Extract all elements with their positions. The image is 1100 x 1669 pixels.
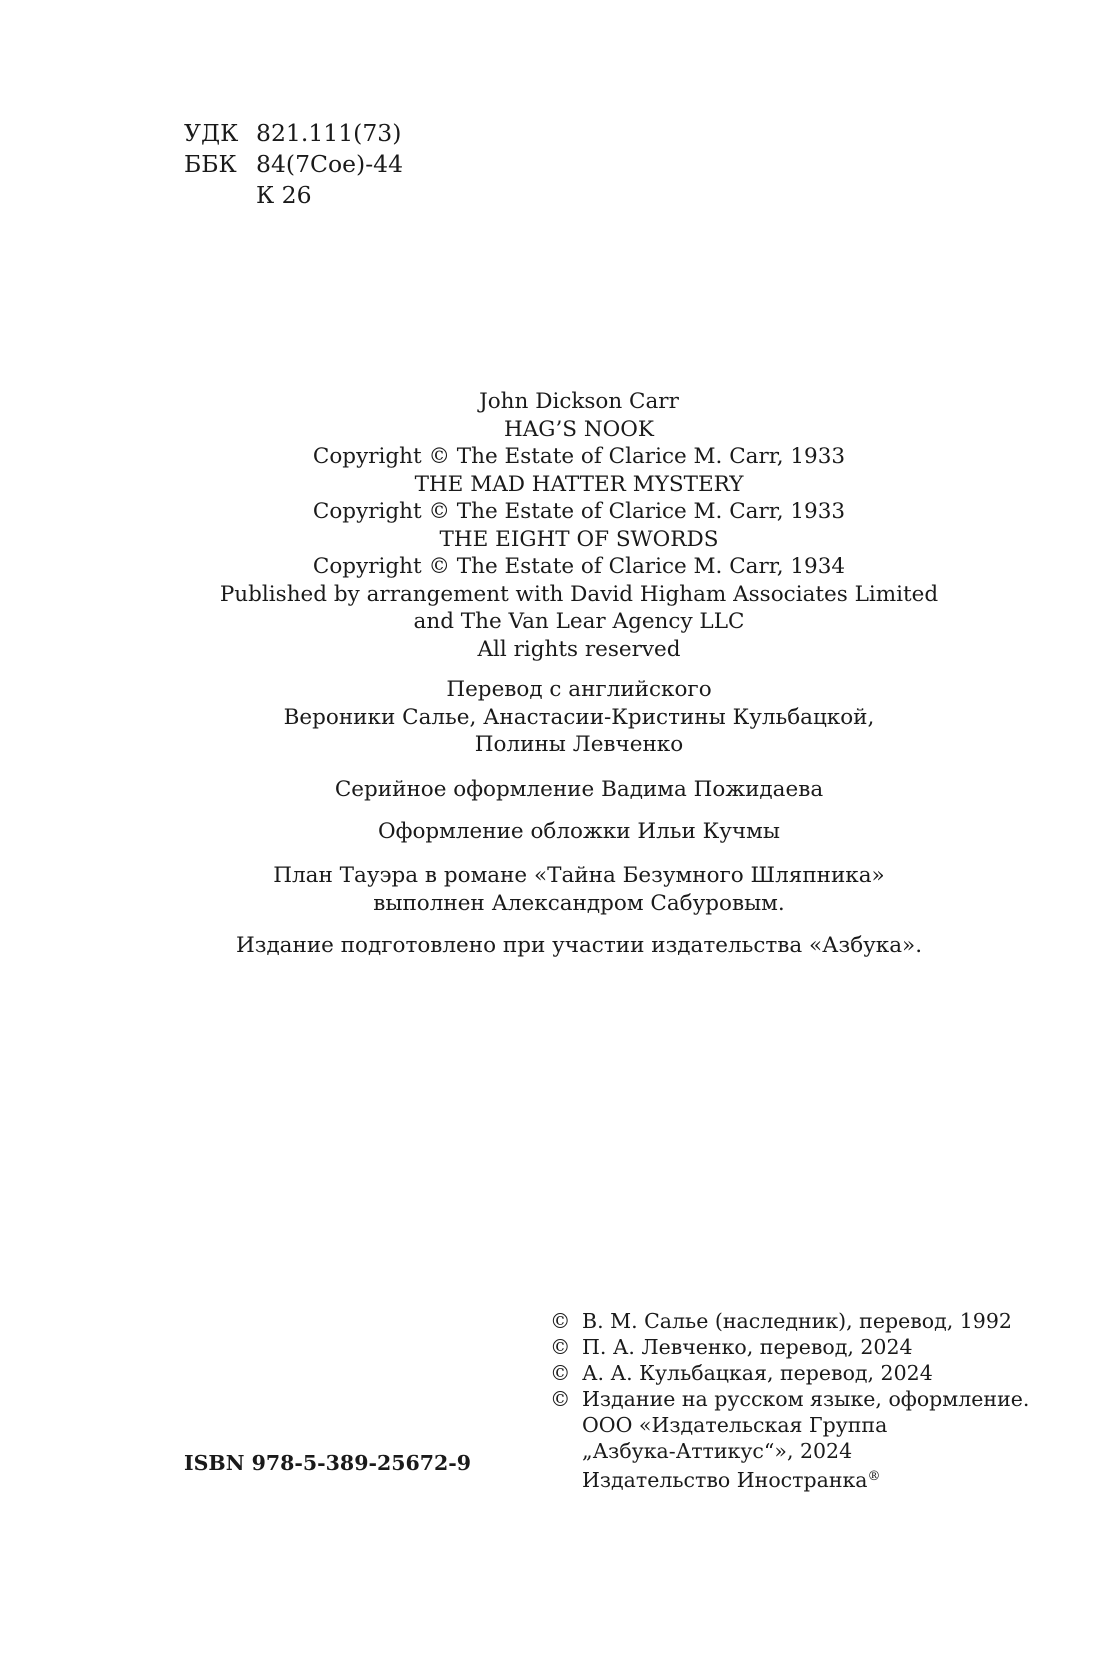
udc-row bbox=[184, 118, 403, 149]
copyright-symbol: © bbox=[550, 1309, 571, 1333]
arrangement-line-1: Published by arrangement with David Higham Associates Limited bbox=[219, 581, 939, 607]
copyright-entry-text: Издание на русском языке, оформление. bbox=[582, 1387, 1030, 1411]
copyright-line-2: Copyright © The Estate of Clarice M. Carr, 1933 bbox=[312, 499, 846, 524]
translation-block bbox=[0, 676, 1100, 759]
plan-line-1: План Тауэра в романе «Тайна Безумного Шляпника» bbox=[273, 863, 885, 888]
udc-value: 821.111(73) bbox=[256, 119, 402, 147]
copyright-entry bbox=[550, 1386, 1029, 1412]
copyright-entry-text: В. М. Салье (наследник), перевод, 1992 bbox=[582, 1309, 1012, 1333]
edition-note-text: Издание подготовлено при участии издательства «Азбука». bbox=[235, 933, 923, 958]
series-design bbox=[0, 776, 1100, 804]
author-mark-spacer bbox=[184, 180, 256, 211]
series-design-text: Серийное оформление Вадима Пожидаева bbox=[334, 777, 824, 802]
classification-block bbox=[184, 118, 403, 211]
bbk-code: ББК bbox=[184, 150, 237, 178]
publisher-imprint bbox=[550, 1464, 1029, 1493]
work-title-3: THE EIGHT OF SWORDS bbox=[439, 526, 719, 552]
rights-reserved: All rights reserved bbox=[477, 636, 681, 662]
arrangement-line-2: and The Van Lear Agency LLC bbox=[413, 609, 745, 634]
work-title-1: HAG’S NOOK bbox=[504, 416, 654, 442]
work-title-2: THE MAD HATTER MYSTERY bbox=[414, 471, 744, 497]
copyright-entry bbox=[550, 1334, 1029, 1360]
bbk-row bbox=[184, 149, 403, 180]
copyright-line-1: Copyright © The Estate of Clarice M. Carr, 1933 bbox=[312, 444, 846, 469]
translation-line-3: Полины Левченко bbox=[474, 732, 684, 757]
plan-line-2: выполнен Александром Сабуровым. bbox=[373, 890, 785, 916]
udc-code: УДК bbox=[184, 119, 239, 147]
registered-mark: ® bbox=[867, 1469, 881, 1484]
copyright-entry bbox=[550, 1308, 1029, 1334]
isbn: ISBN 978-5-389-25672-9 bbox=[184, 1451, 472, 1475]
publisher-name: Издательство Иностранка bbox=[582, 1468, 868, 1492]
cover-design-text: Оформление обложки Ильи Кучмы bbox=[378, 819, 780, 844]
publisher-group-line-2: „Азбука-Аттикус“», 2024 bbox=[582, 1439, 853, 1463]
translation-line-1: Перевод с английского bbox=[446, 677, 712, 702]
translation-line-2: Вероники Салье, Анастасии-Кристины Кульбацкой, bbox=[283, 704, 875, 730]
copyright-symbol: © bbox=[550, 1387, 571, 1411]
credits-block bbox=[0, 388, 1100, 663]
copyright-entry-text: А. А. Кульбацкая, перевод, 2024 bbox=[582, 1361, 933, 1385]
cover-design bbox=[0, 818, 1100, 846]
author-mark-row bbox=[184, 180, 403, 211]
copyright-notices bbox=[550, 1308, 1029, 1493]
plan-credit bbox=[0, 862, 1100, 917]
edition-note bbox=[0, 932, 1100, 960]
copyright-symbol: © bbox=[550, 1335, 571, 1359]
copyright-line-3: Copyright © The Estate of Clarice M. Carr, 1934 bbox=[312, 554, 846, 579]
publisher-group-line-1: ООО «Издательская Группа bbox=[582, 1413, 888, 1437]
author-mark: К 26 bbox=[256, 181, 312, 209]
copyright-entry bbox=[550, 1360, 1029, 1386]
copyright-symbol: © bbox=[550, 1361, 571, 1385]
bbk-value: 84(7Сое)-44 bbox=[256, 150, 404, 178]
author-name: John Dickson Carr bbox=[479, 389, 679, 414]
copyright-entry-text: П. А. Левченко, перевод, 2024 bbox=[582, 1335, 913, 1359]
